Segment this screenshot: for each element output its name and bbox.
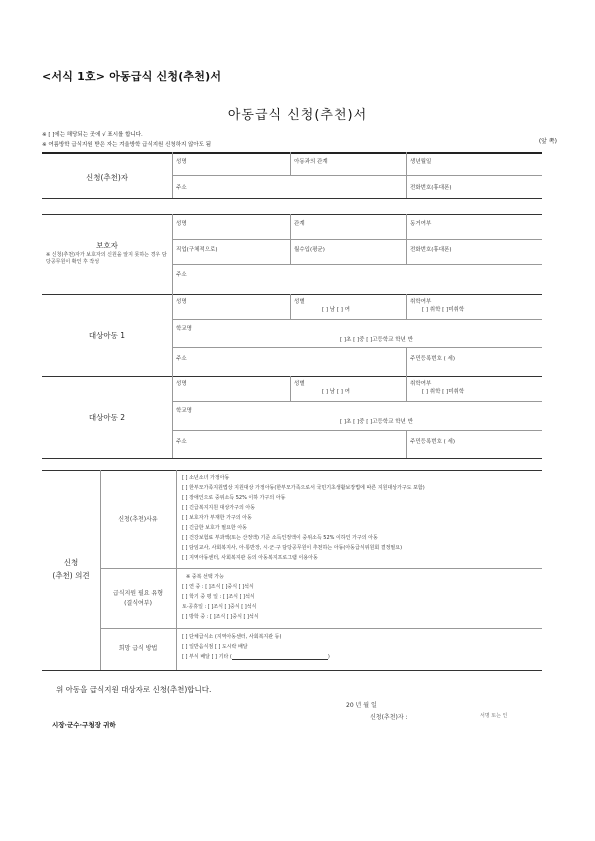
- need-label-sub: (결식여부): [124, 600, 152, 607]
- reason-option[interactable]: [ ] 장애인으로 중위소득 52% 이하 가구의 아동: [182, 495, 286, 501]
- reason-option[interactable]: [ ] 담임교사, 사회복지사, 아·통반장, 시·군·구 담당공무원이 추천하는 아동(아동급식위원회 결정필요): [182, 545, 403, 551]
- note-vacation: ※ 여름방학 급식지원 받은 자는 겨울방학 급식지원 신청하지 않아도 됨: [42, 142, 212, 148]
- rule: [42, 458, 542, 459]
- divider: [290, 294, 291, 319]
- rule: [42, 376, 542, 377]
- guardian-note: ※ 신청(추천)자가 보호자의 신원을 알지 못하는 경우 담당공무원이 확인 후 작성: [46, 252, 167, 265]
- applicant-phone-field[interactable]: 전화번호(휴대폰): [410, 185, 452, 191]
- method-other-input[interactable]: [232, 653, 328, 660]
- child1-section-label: 대상아동 1: [88, 331, 126, 340]
- child2-section-label: 대상아동 2: [88, 413, 126, 422]
- child2-name-field[interactable]: 성명: [176, 381, 187, 387]
- opinion-section-label-line1: 신청: [63, 558, 79, 567]
- guardian-job-field[interactable]: 직업(구체적으로): [176, 247, 218, 253]
- child2-gender-checkboxes[interactable]: [ ] 남 [ ] 여: [322, 389, 350, 395]
- method-label: 희망 급식 방법: [118, 645, 158, 652]
- child2-enroll-checkboxes[interactable]: [ ] 취학 [ ]미취학: [422, 389, 465, 395]
- child1-school-label: 학교명: [176, 326, 192, 332]
- divider: [172, 376, 173, 458]
- divider: [290, 376, 291, 401]
- child2-rrn-field[interactable]: 주민등록번호 ( 세): [410, 439, 455, 445]
- guardian-cohabit-field[interactable]: 동거여부: [410, 221, 432, 227]
- child2-enroll-label: 취학여부: [410, 381, 432, 387]
- reason-option[interactable]: [ ] 소년소녀 가정아동: [182, 475, 230, 481]
- child1-name-field[interactable]: 성명: [176, 299, 187, 305]
- child1-enroll-label: 취학여부: [410, 299, 432, 305]
- reason-option[interactable]: [ ] 보호자가 부재한 가구의 아동: [182, 515, 252, 521]
- rule: [42, 470, 542, 471]
- need-option[interactable]: [ ] 학기 중 평 일 : [ ]조식 [ ]석식: [182, 594, 255, 600]
- guardian-name-field[interactable]: 성명: [176, 221, 187, 227]
- page-mark: (앞 쪽): [538, 138, 557, 145]
- reason-option[interactable]: [ ] 긴급한 보호가 필요한 아동: [182, 525, 247, 531]
- divider: [172, 214, 173, 294]
- declaration: 위 아동을 급식지원 대상자로 신청(추천)합니다.: [56, 685, 212, 694]
- opinion-section-label-line2: (추천) 의견: [52, 571, 90, 580]
- rule: [100, 628, 542, 629]
- child1-school-checkboxes[interactable]: [ ]초 [ ]중 [ ]고등학교 학년 반: [340, 337, 413, 343]
- applicant-address-field[interactable]: 주소: [176, 185, 187, 191]
- form-id: <서식 1호> 아동급식 신청(추천)서: [42, 70, 222, 83]
- divider: [406, 294, 407, 319]
- applicant-name-field[interactable]: 성명: [176, 159, 187, 165]
- need-note: ※ 중복 선택 가능: [186, 574, 224, 580]
- child2-school-label: 학교명: [176, 408, 192, 414]
- note-check: ※ [ ]에는 해당되는 곳에 √ 표시를 합니다.: [42, 132, 143, 138]
- rule: [172, 175, 542, 176]
- method-option-other[interactable]: [182, 653, 330, 660]
- rule-bottom: [42, 670, 542, 671]
- signer-label[interactable]: 신청(추천)자 :: [370, 714, 408, 721]
- rule: [100, 568, 542, 569]
- rule: [172, 401, 542, 402]
- child2-gender-label: 성별: [294, 381, 305, 387]
- need-option[interactable]: [ ] 방학 중 : [ ]조식 [ ]중식 [ ]석식: [182, 614, 259, 620]
- child1-address-field[interactable]: 주소: [176, 356, 187, 362]
- divider: [406, 347, 407, 376]
- method-option[interactable]: [ ] 일반음식점 [ ] 도시락 배달: [182, 644, 248, 650]
- rule: [42, 294, 542, 295]
- applicant-relation-field[interactable]: 아동과의 관계: [294, 159, 328, 165]
- opinion-section-label: [42, 556, 100, 582]
- guardian-income-field[interactable]: 월수입(평균): [294, 247, 325, 253]
- sign-note: 서명 또는 인: [480, 713, 508, 719]
- divider: [290, 152, 291, 175]
- form-title: 아동급식 신청(추천)서: [227, 108, 368, 123]
- divider: [406, 376, 407, 401]
- child1-gender-checkboxes[interactable]: [ ] 남 [ ] 여: [322, 307, 350, 313]
- rule: [172, 239, 542, 240]
- applicant-birth-field[interactable]: 생년월일: [410, 159, 432, 165]
- divider: [406, 152, 407, 198]
- method-other-close: ): [327, 654, 330, 660]
- date-line[interactable]: 20 년 월 일: [346, 702, 377, 709]
- divider: [172, 294, 173, 376]
- reason-option[interactable]: [ ] 지역아동센터, 사회복지관 등의 아동복지프로그램 이용아동: [182, 555, 318, 561]
- guardian-address-field[interactable]: 주소: [176, 272, 187, 278]
- divider: [100, 470, 101, 670]
- guardian-phone-field[interactable]: 전화번호(휴대폰): [410, 247, 452, 253]
- rule: [172, 430, 542, 431]
- need-option[interactable]: 토·공휴일 : [ ]조식 [ ]중식 [ ]석식: [182, 604, 257, 610]
- addressee: 시장·군수·구청장 귀하: [52, 721, 116, 729]
- child2-school-checkboxes[interactable]: [ ]초 [ ]중 [ ]고등학교 학년 반: [340, 419, 413, 425]
- applicant-section-label: 신청(추천)자: [85, 173, 129, 182]
- child1-enroll-checkboxes[interactable]: [ ] 취학 [ ]미취학: [422, 307, 465, 313]
- reason-label: 신청(추천)사유: [118, 516, 158, 523]
- divider: [176, 470, 177, 670]
- guardian-section-label: 보호자: [96, 241, 118, 250]
- child1-rrn-field[interactable]: 주민등록번호 ( 세): [410, 356, 455, 362]
- rule: [172, 347, 542, 348]
- rule: [172, 264, 542, 265]
- reason-option[interactable]: [ ] 건강보험료 부과액(또는 산정액) 기준 소득인정액이 중위소득 52% 이하인 가구의 아동: [182, 535, 378, 541]
- method-option[interactable]: [ ] 단체급식소 (지역아동센터, 사회복지관 등): [182, 634, 282, 640]
- child1-gender-label: 성별: [294, 299, 305, 305]
- rule: [172, 319, 542, 320]
- rule-top: [42, 152, 542, 154]
- divider: [406, 430, 407, 458]
- rule: [42, 214, 542, 215]
- need-label: 급식지원 필요 유형: [112, 590, 164, 597]
- guardian-relation-field[interactable]: 관계: [294, 221, 305, 227]
- reason-option[interactable]: [ ] 한부모가족지원법상 지원대상 가정아동(한부모가족으로서 국민기초생활보장법에 따른 지원대상가구도 포함): [182, 485, 425, 491]
- reason-option[interactable]: [ ] 긴급복지지원 대상가구의 아동: [182, 505, 256, 511]
- child2-address-field[interactable]: 주소: [176, 439, 187, 445]
- method-other-label: [ ] 부식 배달 [ ] 기타 (: [182, 654, 232, 660]
- rule: [42, 198, 542, 199]
- need-option[interactable]: [ ] 연 중 : [ ]조식 [ ]중식 [ ]석식: [182, 584, 254, 590]
